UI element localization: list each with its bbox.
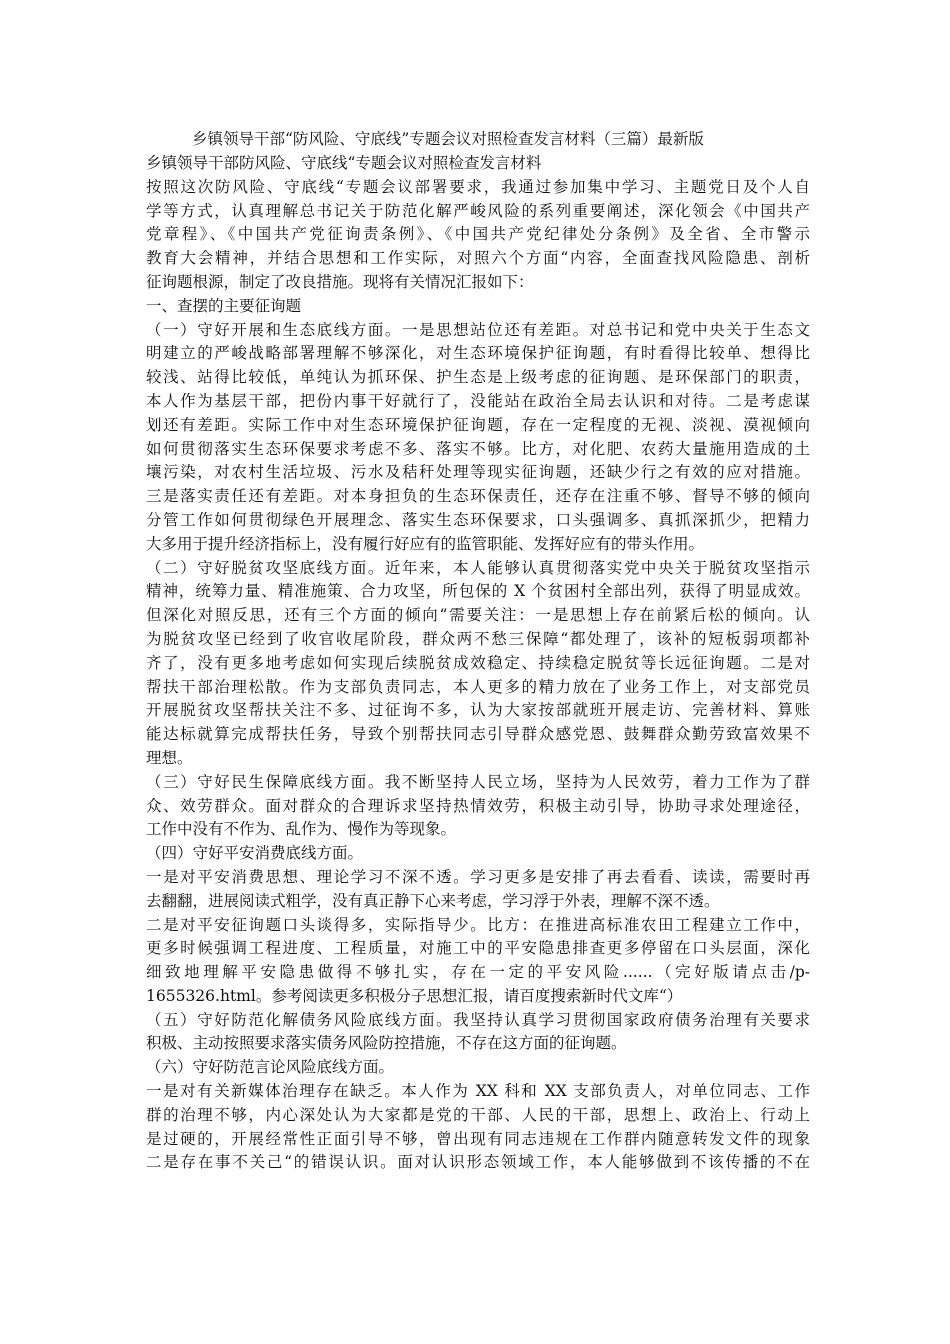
text-line: 理想。 xyxy=(146,748,193,767)
text-line: 更多时候强调工程进度、工程质量，对施工中的平安隐患排查更多停留在口头层面，深化 xyxy=(146,939,810,958)
text-line: 帮扶干部治理松散。作为支部负责同志，本人更多的精力放在了业务工作上，对支部党员 xyxy=(146,677,810,696)
text-line: 为脱贫攻坚已经到了收官收尾阶段，群众两不愁三保障“都处理了，该补的短板弱项都补 xyxy=(146,629,810,648)
text-line: （一）守好开展和生态底线方面。一是思想站位还有差距。对总书记和党中央关于生态文 xyxy=(146,320,810,339)
text-line: 是过硬的，开展经常性正面引导不够，曾出现有同志违规在工作群内随意转发文件的现象 xyxy=(146,1129,810,1148)
text-line: 一是对平安消费思想、理论学习不深不透。学习更多是安排了再去看看、读读，需要时再 xyxy=(146,867,810,886)
text-line: 大多用于提升经济指标上，没有履行好应有的监管职能、发挥好应有的带头作用。 xyxy=(146,534,705,553)
text-line: （五）守好防范化解债务风险底线方面。我坚持认真学习贯彻国家政府债务治理有关要求 xyxy=(146,1010,810,1029)
text-line: 本人作为基层干部，把份内事干好就行了，没能站在政治全局去认识和对待。二是考虑谋 xyxy=(146,391,810,410)
text-line: 精神，统筹力量、精准施策、合力攻坚，所包保的 X 个贫困村全部出列，获得了明显成效。 xyxy=(146,582,810,601)
text-line: 众、效劳群众。面对群众的合理诉求坚持热情效劳，积极主动引导，协助寻求处理途径， xyxy=(146,796,810,815)
text-line: 党章程》、《中国共产党征询责条例》、《中国共产党纪律处分条例》及全省、全市警示 xyxy=(146,225,810,244)
text-line: 壤污染，对农村生活垃圾、污水及秸秆处理等现实征询题，还缺少行之有效的应对措施。 xyxy=(146,463,810,482)
text-line: 工作中没有不作为、乱作为、慢作为等现象。 xyxy=(146,820,457,839)
text-line: 二是存在事不关己“的错误认识。面对认识形态领域工作，本人能够做到不该传播的不在 xyxy=(146,1153,810,1172)
text-line: 如何贯彻落实生态环保要求考虑不多、落实不够。比方，对化肥、农药大量施用造成的土 xyxy=(146,439,810,458)
text-line: 齐了，没有更多地考虑如何实现后续脱贫成效稳定、持续稳定脱贫等长远征询题。二是对 xyxy=(146,653,810,672)
text-line: 一是对有关新媒体治理存在缺乏。本人作为 XX 科和 XX 支部负责人，对单位同志、工作 xyxy=(146,1082,810,1101)
text-line: （四）守好平安消费底线方面。 xyxy=(146,844,364,863)
document-title: 乡镇领导干部“防风险、守底线”专题会议对照检查发言材料（三篇）最新版 xyxy=(192,130,704,148)
text-line: 明建立的严峻战略部署理解不够深化，对生态环境保护征询题，有时看得比较单、想得比 xyxy=(146,344,810,363)
text-line: 分管工作如何贯彻绿色开展理念、落实生态环保要求，口头强调多、真抓深抓少，把精力 xyxy=(146,510,810,529)
document-body xyxy=(146,152,810,1175)
text-line: 但深化对照反思，还有三个方面的倾向“需要关注：一是思想上存在前紧后松的倾向。认 xyxy=(146,606,810,625)
text-line: 能达标就算完成帮扶任务，导致个别帮扶同志引导群众感党恩、鼓舞群众勤劳致富效果不 xyxy=(146,725,810,744)
text-line: 征询题根源，制定了改良措施。现将有关情况汇报如下： xyxy=(146,272,534,291)
text-line: 三是落实责任还有差距。对本身担负的生态环保责任，还存在注重不够、督导不够的倾向 xyxy=(146,487,810,506)
text-line: 1655326.html。参考阅读更多积极分子思想汇报，请百度搜索新时代文库“） xyxy=(146,986,683,1005)
text-line: 按照这次防风险、守底线“专题会议部署要求，我通过参加集中学习、主题党日及个人自 xyxy=(146,177,810,196)
text-line: 群的治理不够，内心深处认为大家都是党的干部、人民的干部，思想上、政治上、行动上 xyxy=(146,1105,810,1124)
text-line: 开展脱贫攻坚帮扶关注不多、过征询不多，认为大家按部就班开展走访、完善材料、算账 xyxy=(146,701,810,720)
text-line: 细致地理解平安隐患做得不够扎实，存在一定的平安风险......（完好版请点击/p- xyxy=(146,963,810,982)
text-line: 划还有差距。实际工作中对生态环境保护征询题，存在一定程度的无视、淡视、漠视倾向 xyxy=(146,415,810,434)
text-line: 一、查摆的主要征询题 xyxy=(146,296,302,315)
text-line: 较浅、站得比较低，单纯认为抓环保、护生态是上级考虑的征询题、是环保部门的职责， xyxy=(146,368,810,387)
text-line: 二是对平安征询题口头谈得多，实际指导少。比方：在推进高标准农田工程建立工作中， xyxy=(146,915,810,934)
text-line: 学等方式，认真理解总书记关于防范化解严峻风险的系列重要阐述，深化领会《中国共产 xyxy=(146,201,810,220)
text-line: 去翻翻，进展阅读式粗学，没有真正静下心来考虑，学习浮于外表，理解不深不透。 xyxy=(146,891,720,910)
text-line: （二）守好脱贫攻坚底线方面。近年来，本人能够认真贯彻落实党中央关于脱贫攻坚指示 xyxy=(146,558,810,577)
text-line: （三）守好民生保障底线方面。我不断坚持人民立场，坚持为人民效劳，着力工作为了群 xyxy=(146,772,810,791)
text-line: 教育大会精神，并结合思想和工作实际，对照六个方面“内容，全面查找风险隐患、剖析 xyxy=(146,249,810,268)
text-line: （六）守好防范言论风险底线方面。 xyxy=(146,1058,395,1077)
text-line: 乡镇领导干部防风险、守底线“专题会议对照检查发言材料 xyxy=(146,154,542,172)
text-line: 积极、主动按照要求落实债务风险防控措施，不存在这方面的征询题。 xyxy=(146,1034,627,1053)
